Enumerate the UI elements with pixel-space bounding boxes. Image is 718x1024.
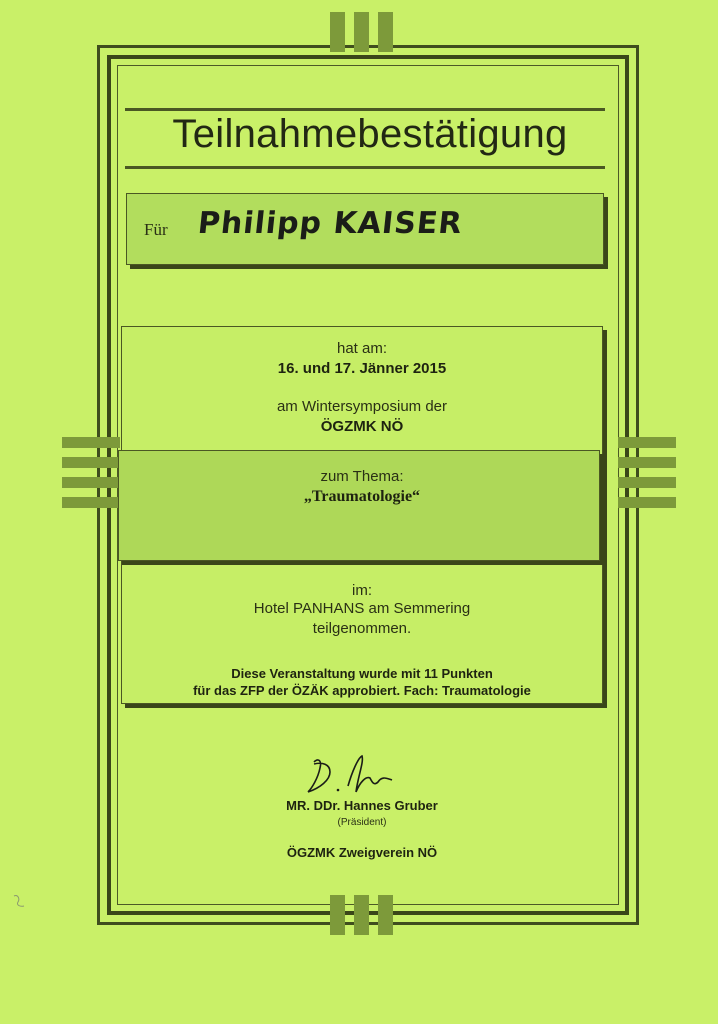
- for-label: Für: [144, 220, 168, 239]
- participant-name: Philipp KAISER: [196, 206, 465, 241]
- event-dates: 16. und 17. Jänner 2015: [277, 360, 447, 377]
- im-label: im:: [352, 582, 372, 599]
- event-line: am Wintersymposium der: [276, 398, 448, 415]
- theme-label: zum Thema:: [320, 468, 404, 485]
- theme-title: „Traumatologie“: [303, 488, 421, 505]
- certificate-title: Teilnahmebestätigung: [172, 112, 568, 156]
- left-ornament: [62, 437, 120, 515]
- bottom-ornament: [330, 895, 410, 935]
- points-line-1: Diese Veranstaltung wurde mit 11 Punkten: [231, 666, 493, 681]
- signatory-name: MR. DDr. Hannes Gruber: [286, 798, 438, 813]
- handwritten-signature: [300, 752, 410, 802]
- signatory-role: (Präsident): [337, 817, 387, 828]
- title-rule-top: [125, 108, 605, 111]
- right-ornament: [618, 437, 676, 515]
- top-ornament: [330, 12, 410, 52]
- organizer-name: ÖGZMK NÖ: [320, 418, 404, 435]
- title-rule-bottom: [125, 166, 605, 169]
- venue: Hotel PANHANS am Semmering: [253, 600, 471, 617]
- stray-pen-mark: [12, 893, 26, 909]
- points-line-2: für das ZFP der ÖZÄK approbiert. Fach: Traumatologie: [193, 683, 531, 698]
- hat-am-label: hat am:: [336, 340, 388, 357]
- taken-part-line: teilgenommen.: [312, 620, 412, 637]
- organization-footer: ÖGZMK Zweigverein NÖ: [286, 845, 438, 860]
